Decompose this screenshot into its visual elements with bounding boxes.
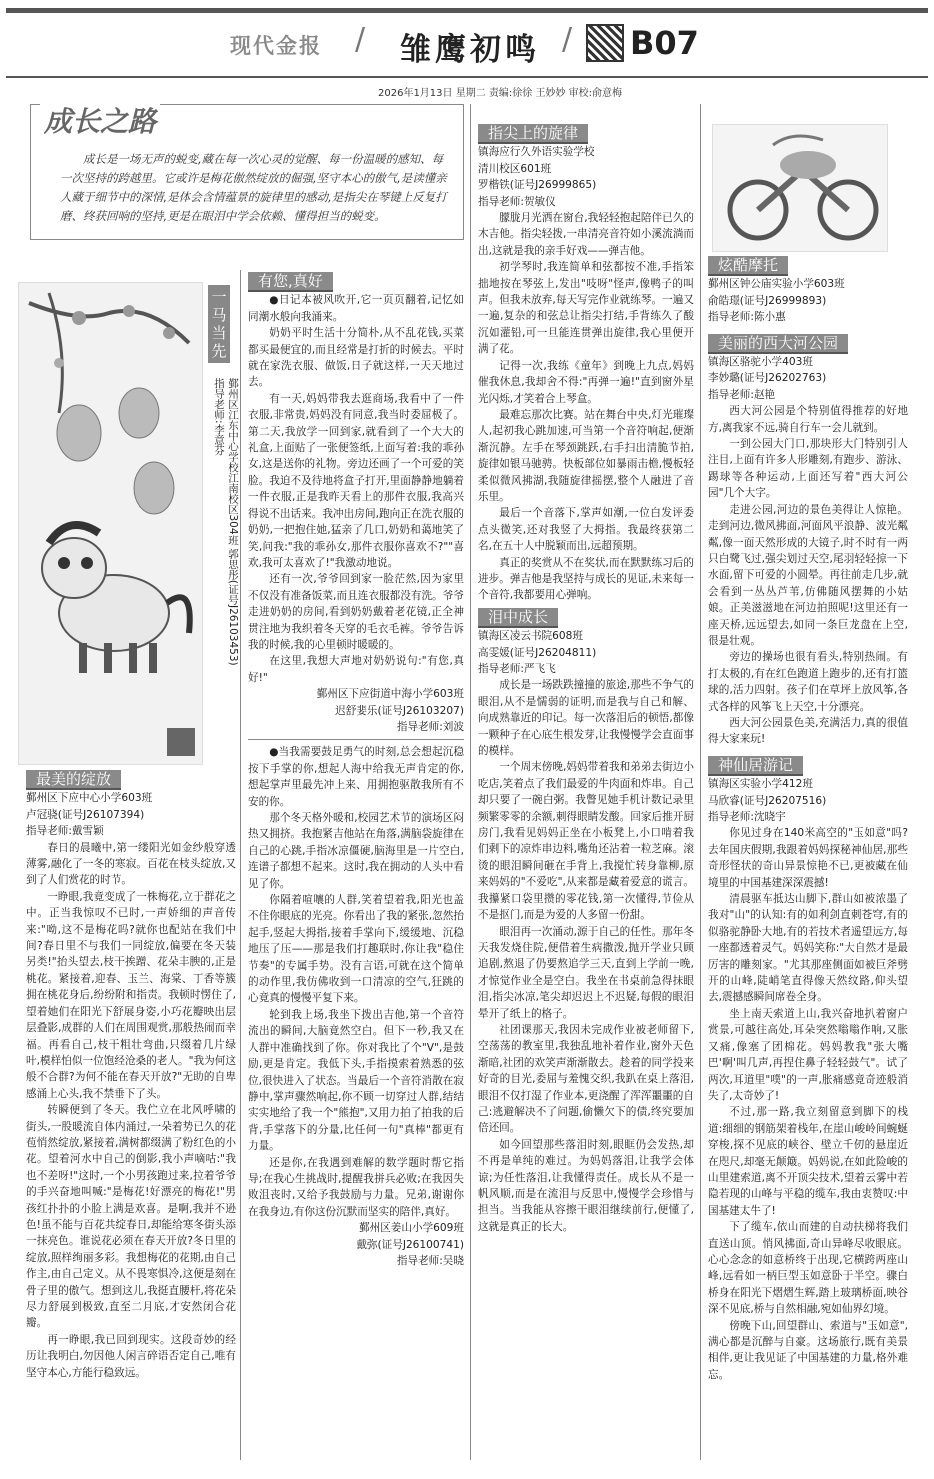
article-title: 指尖上的旋律 bbox=[478, 124, 588, 144]
article-paragraph: ●当我需要鼓足勇气的时刻,总会想起沉稳按下手掌的你,想起人海中给我无声肯定的你,想起掌声里最先冲上来、用拥抱驱散我所有不安的你。 bbox=[248, 746, 464, 808]
article-paragraph: 不过,那一路,我立刻留意到脚下的栈道:细细的钢筋架着栈年,在崖山峻岭间蜿蜒穿梭,探不见底的峡谷、壁立千仞的悬崖近在咫尺,却毫无颠簸。妈妈说,在如此险峻的山里建索道,离不开顶尖技术,望着云雾中若隐若现的山峰与平稳的缆车,我由衷赞叹:中国基建太牛了! bbox=[708, 1106, 908, 1217]
painting-title: 一马当先 bbox=[208, 285, 230, 363]
article-paragraph: 一睁眼,我竟变成了一株梅花,立于群花之中。正当我惊叹不已时,一声娇细的声音传来:"呦,这不是梅花吗?就你也配站在我们中间?春日里不与我们一同绽放,偏要在冬天装另类!"抬头望去,枝干挨蹭、花朵丰腴的,正是桃花。紧接着,迎春、玉兰、海棠、丁香等簇拥在桃花身后,纷纷附和指责。我顿时愣住了,望着她们在阳光下舒展身姿,小巧花瓣映出层层叠影,成群的人们在周围观赏,那般热闹而幸福。再看自己,枝干粗壮弯曲,只缀着几片绿叶,模样怕似一位饱经沧桑的老人。"我为何这般不合群?为何不能在春天开放?"无助的自卑感涌上心头,我不禁垂下了头。 bbox=[26, 890, 236, 1100]
article-school: 镇海区骆驼小学403班 bbox=[708, 356, 813, 369]
column-rule bbox=[470, 104, 471, 1460]
article-paragraph: 坐上南天索道上山,我兴奋地扒着窗户赏景,可越往高处,耳朵突然嗡嗡作响,又胀又痛,像塞了团棉花。妈妈教我"张大嘴巴'啊'叫几声,再捏住鼻子轻轻鼓气"。试了两次,耳道里"噗"的一声,胀痛感竟奇迹般消失了,太奇妙了! bbox=[708, 1007, 908, 1102]
painting-byline: 鄞州区江东中心学校江南校区304班 郭思彤(证号J26103453) 指导老师:李意芬 bbox=[213, 378, 239, 666]
article-paragraph: 还有一次,爷爷回到家一脸茫然,因为家里不仅没有准备饭菜,而且连衣服都没有洗。爷爷走进奶奶的房间,看到奶奶戴着老花镜,正全神贯注地为我织着冬天穿的毛衣毛裤。爷爷告诉我的时候,我的心里顿时暖暖的。 bbox=[248, 573, 464, 651]
article-paragraph: 一到公园大门口,那块形大门特别引人注目,上面有许多人形雕刻,有跑步、游泳、踢球等各种运动,上面还写着"西大河公园"几个大字。 bbox=[708, 438, 908, 500]
painting-horse bbox=[18, 282, 203, 765]
article-paragraph: 社团课那天,我因未完成作业被老师留下,空荡荡的教室里,我独乱地补着作业,窗外天色渐暗,社团的欢笑声渐渐散去。趁着的同学投来好奇的目光,委屈与羞愧交织,我趴在桌上落泪,眼泪不仅打湿了作业本,更浇醒了浑浑噩噩的自己:逃避解决不了问题,偷懒欠下的债,终究要加倍还回。 bbox=[478, 1023, 694, 1135]
article-author: 高雯媛(证号J26204811) bbox=[478, 646, 597, 659]
column-rule bbox=[240, 270, 241, 1460]
article-finger-melody bbox=[478, 124, 694, 1235]
article-teacher: 指导老师:沈晓宇 bbox=[708, 811, 786, 823]
article-paragraph: 真正的奖赏从不在奖状,而在默默练习后的进步。弹吉他是我坚持与成长的见证,未来每一个音符,我都要用心弹响。 bbox=[478, 556, 694, 602]
qr-code-icon[interactable] bbox=[586, 24, 624, 62]
article-author: 迟舒婓乐(证号J26103207) bbox=[335, 704, 464, 717]
article-school: 镇海应行久外语实验学校 bbox=[478, 146, 595, 159]
article-paragraph: ●日记本被风吹开,它一页页翻着,记忆如同潮水般向我涌来。 bbox=[248, 294, 464, 323]
article-author: 罗楷铁(证号J26999865) bbox=[478, 179, 597, 192]
article-cool-motorcycle bbox=[708, 256, 908, 1383]
article-divider bbox=[248, 739, 464, 740]
article-author: 卢冠骁(证号J26107394) bbox=[26, 808, 145, 821]
article-paragraph: 清晨驱车抵达山脚下,群山如被浓墨了我对"山"的认知:有的如利剑直刺苍穹,有的似骆驼静卧大地,有的若技术者遥望远方,每一座都透着灵气。妈妈笑称:"大自然才是最厉害的雕刻家。"尤其那座侧面如被巨斧劈开的山峰,陡峭笔直得像天然纹路,仰头望去,震撼感瞬间席卷全身。 bbox=[708, 893, 908, 1004]
article-teacher: 指导老师:贺敏仪 bbox=[478, 195, 556, 208]
article-paragraph: 记得一次,我练《童年》到晚上九点,妈妈催我休息,我却舍不得:"再弹一遍!"直到窗外星光闪烁,才笑着合上琴盒。 bbox=[478, 359, 694, 405]
article-paragraph: 还是你,在我遇到难解的数学题时帮它指导;在我心生挑战时,提醒我拼兵必败;在我因失败沮丧时,又给予我鼓励与力量。兄弟,谢谢你在我身边,有你这份沉默而坚实的陪伴,真好。 bbox=[248, 1156, 464, 1218]
article-paragraph: 西大河公园是个特别值得推荐的好地方,离我家不远,骑自行车一会儿就到。 bbox=[708, 405, 908, 434]
article-paragraph: 你隔着喧嚷的人群,笑着望着我,阳光也盖不住你眼底的光亮。你看出了我的紧张,忽然抬起手,竖起大拇指,接着手掌向下,缓缓地、沉稳地压了压——那是我们打趣联时,你让我"稳住节奏"的专属手势。没有言语,可就在这个简单的动作里,我仿佛收到一口清凉的空气,狂跳的心竟真的慢慢平复下来。 bbox=[248, 894, 464, 1005]
article-school-campus: 清川校区601班 bbox=[478, 162, 552, 175]
masthead-top-rule bbox=[6, 8, 928, 13]
article-paragraph: 西大河公园景色美,充满活力,真的很值得大家来玩! bbox=[708, 716, 908, 746]
article-title: 泪中成长 bbox=[478, 608, 558, 628]
motorcycle-collage-icon bbox=[713, 125, 888, 252]
article-paragraph: 最后一个音落下,掌声如潮,一位白发评委点头微笑,还对我竖了大拇指。我最终获第二名,在五十人中脱颖而出,远超预期。 bbox=[478, 507, 694, 553]
page-number: B07 bbox=[630, 24, 699, 62]
article-paragraph: 初学琴时,我连简单和弦都按不准,手指笨拙地按在琴弦上,发出"吱呀"怪声,像鸭子的叫声。但我未放弃,每天写完作业就练琴。一遍又一遍,复杂的和弦总让指尖打结,手背练久了酸沉如灌铅,可一旦能连贯弹出旋律,我心里便开满了花。 bbox=[478, 261, 694, 356]
growth-title: 成长之路 bbox=[40, 100, 160, 140]
article-paragraph: 在这里,我想大声地对奶奶说句:"有您,真好!" bbox=[248, 655, 464, 684]
article-teacher: 指导老师:吴晓 bbox=[396, 1254, 464, 1267]
article-teacher: 指导老师:刘波 bbox=[396, 720, 464, 733]
article-teacher: 指导老师:赵艳 bbox=[708, 388, 776, 401]
article-paragraph: 一个周末傍晚,妈妈带着我和弟弟去街边小吃店,笑着点了我们最爱的牛肉面和炸串。自己却只要了一碗白粥。我瞥见她手机计数记录里频繁零零的余额,刺得眼睛发酸。回家后推开厨房门,我看见妈妈正坐在小板凳上,小口啃着我们剩下的凉炸串边料,嘴角还沾着一粒芝麻。滚烫的眼泪瞬间砸在手背上,我搅忙转身靠柳,原来妈妈的"不爱吃",从来都是藏着爱意的谎言。我攥紧口袋里攒的零花钱,第一次懂得,节俭从不是抠门,而是为爱的人多留一份甜。 bbox=[478, 761, 694, 922]
horse-painting-icon bbox=[19, 283, 203, 765]
article-paragraph: 春日的晨曦中,第一缕阳光如金纱般穿透薄雾,融化了一冬的寒寂。百花在枝头绽放,又到了人们赏花的时节。 bbox=[26, 841, 236, 887]
article-author: 俞皓璟(证号J26999893) bbox=[708, 294, 827, 307]
article-school: 镇海区实验小学412班 bbox=[708, 778, 813, 791]
article-paragraph: 旁边的操场也很有看头,特别热闹。有打太极的,有在红色跑道上跑步的,还有打篮球的,活力四射。孩子们在草坪上放风筝,各式各样的风筝飞上天空,十分漂亮。 bbox=[708, 651, 908, 713]
article-paragraph: 轮到我上场,我坐下拨出吉他,第一个音符流出的瞬间,大脑竟然空白。但下一秒,我又在人群中准确找到了你。你对我比了个"V",是鼓励,更是肯定。我低下头,手指摸索着熟悉的弦位,很快进入了状态。当最后一个音符消散在寂静中,掌声骤然响起,你不顾一切穿过人群,结结实实地给了我一个"熊抱",又用力拍了拍我的后背,手掌落下的分量,比任何一句"真棒"都更有力量。 bbox=[248, 1008, 464, 1153]
article-teacher: 指导老师:陈小惠 bbox=[708, 311, 786, 324]
article-having-you bbox=[248, 272, 464, 1269]
article-paragraph: 奶奶平时生活十分简朴,从不乱花钱,买菜都买最便宜的,而且经常是打折的时候去。平时就在家洗衣服、做饭,日子就这样,一天天地过去。 bbox=[248, 327, 464, 389]
article-author: 戴弥(证号J26100741) bbox=[356, 1238, 464, 1251]
article-paragraph: 转瞬便到了冬天。我伫立在北风呼啸的街头,一股暖流自体内涌过,一朵着势已久的花苞悄然绽放,紧接着,满树都缀满了粉红色的小花。望着河水中自己的倒影,我小声嘀咕:"我也不差呀!"这时,一个小男孩跑过来,拉着爷爷的手兴奋地叫喊:"是梅花!好漂亮的梅花!"男孩红扑扑的小脸上满是欢喜。是啊,我并不逊色!虽不能与百花共绽春日,却能给寒冬街头添一抹亮色。谁说花必须在春天开放?冬日里的绽放,照样绚丽多彩。我想梅花的花期,由自己作主,由自己定义。从不畏寒惧冷,这便是刻在骨子里的傲气。想到这儿,我挺直腰杆,将花朵尽力舒展到极致,直至二月底,才安然闭合花瓣。 bbox=[26, 1104, 236, 1330]
artwork-title: 炫酷摩托 bbox=[708, 256, 788, 276]
masthead-divider: / bbox=[562, 22, 573, 57]
article-paragraph: 走进公园,河边的景色美得让人惊艳。走到河边,微风拂面,河面风平浪静、波光粼粼,像一面天然形成的大镜子,时不时有一两只白鹭飞过,强尖划过天空,尾羽轻轻掠一下水面,留下可爱的小圆晕。再往前走几步,就会看到一丛丛芦苇,仿佛随风摆舞的小姑娘。正美滋滋地在河边拍照呢!这里还有一座天桥,远远望去,如同一条巨龙盘在上空,很是壮观。 bbox=[708, 503, 908, 647]
article-school: 鄞州区姜山小学609班 bbox=[359, 1222, 464, 1235]
article-paragraph: 最难忘那次比赛。站在舞台中央,灯光璀璨人,起初我心跳加速,可当第一个音符响起,便渐渐沉静。左手在琴颈跳跃,右手扫出清脆节拍,旋律如银马驰骋。快板部位如暴雨击檐,慢板轻柔似微风拂湖,我随旋律摇摆,整个人融进了音乐里。 bbox=[478, 408, 694, 503]
column-rule bbox=[700, 104, 701, 1460]
article-teacher: 指导老师:严飞飞 bbox=[478, 663, 556, 675]
article-title: 神仙居游记 bbox=[708, 756, 803, 776]
article-title: 有您,真好 bbox=[248, 272, 333, 292]
article-school: 鄞州区钟公庙实验小学603班 bbox=[708, 278, 845, 291]
article-title: 美丽的西大河公园 bbox=[708, 334, 848, 354]
article-paragraph: 那个冬天格外暖和,校园艺术节的演场区闷热又拥挤。我抱紧吉他站在角落,满脑袋旋律在自己的心跳,手指冰凉僵硬,脑海里是一片空白,连谱子都想不起来。这时,我在拥动的人头中看见了你。 bbox=[248, 812, 464, 890]
masthead-divider: / bbox=[355, 22, 366, 57]
growth-intro-text: 成长是一场无声的蜕变,藏在每一次心灵的觉醒、每一份温暖的感知、每一次坚持的跨越里。它或许是梅花傲然绽放的倔强,坚守本心的傲气,是读懂亲人藏于细节中的深情,是体会含情蕴景的旋律里的感动,是指尖在琴键上反复打磨、终获回响的坚持,更是在眼泪中学会依赖、懂得担当的蜕变。 bbox=[60, 152, 447, 223]
article-beautiful-bloom bbox=[26, 770, 236, 1381]
painting-motorcycle bbox=[712, 124, 888, 252]
article-school: 鄞州区下应街道中海小学603班 bbox=[316, 688, 464, 701]
article-paragraph: 有一天,妈妈带我去逛商场,我看中了一件衣服,非常贵,妈妈没有同意,我当时委屈极了。第二天,我放学一回到家,就看到了一个大大的礼盒,上面贴了一张便签纸,上面写着:我的乖孙女,这是送你的礼物。旁边还画了一个可爱的笑脸。我迫不及待地将盒子打开,里面静静地躺着一件衣服,正是我昨天看上的那件衣服,我高兴得说不出话来。我冲出房间,跑向正在洗衣服的奶奶,一把抱住她,猛亲了几口,奶奶和蔼地笑了笑,问我:"我的乖孙女,那件衣服你喜欢不?""喜欢,我可太喜欢了!"我激动地说。 bbox=[248, 392, 464, 569]
article-paragraph: 如今回望那些落泪时刻,眼眶仍会发热,却不再是单纯的难过。为妈妈落泪,让我学会体谅;为任性落泪,让我懂得责任。成长从不是一帆风顺,而是在流泪与反思中,慢慢学会珍惜与担当。当我能从容擦干眼泪继续前行,便懂了,这就是真正的长大。 bbox=[478, 1138, 694, 1233]
article-school: 镇海区凌云书院608班 bbox=[478, 630, 583, 643]
article-title: 最美的绽放 bbox=[26, 770, 121, 790]
article-paragraph: 成长是一场跌跌撞撞的旅途,那些不争气的眼泪,从不是懦弱的证明,而是我与自己和解、向成熟靠近的印记。每一次落泪后的顿悟,都像一颗种子在心底生根发芽,让我慢慢学会直面事的模样。 bbox=[478, 679, 694, 758]
dateline: 2026年1月13日 星期二 责编:徐徐 王妙妙 审校:俞意梅 bbox=[378, 88, 622, 99]
article-paragraph: 再一睁眼,我已回到现实。这段奇妙的经历让我明白,勿因他人闲言碎语否定自己,唯有坚守本心,方能行稳致远。 bbox=[26, 1333, 236, 1379]
article-paragraph: 你见过身在140米高空的"玉如意"吗?去年国庆假期,我跟着妈妈探秘神仙居,那些奇形怪状的奇山异景惊艳不已,更被藏在仙境里的中国基建深深震撼! bbox=[708, 827, 908, 889]
paper-name: 现代金报 bbox=[230, 34, 322, 58]
article-teacher: 指导老师:戴雪颖 bbox=[26, 825, 104, 838]
article-paragraph: 朦胧月光洒在窗台,我轻轻抱起陪伴已久的木吉他。指尖轻拨,一串清亮音符如小溪流淌而出,这就是我的亲手好戏——弹吉他。 bbox=[478, 212, 694, 257]
article-school: 鄞州区下应中心小学603班 bbox=[26, 792, 153, 805]
section-name: 雏鹰初鸣 bbox=[400, 32, 540, 68]
article-author: 马欣睿(证号J26207516) bbox=[708, 794, 827, 807]
article-paragraph: 傍晚下山,回望群山、索道与"玉如意",满心都是沉醉与自豪。这场旅行,既有美景相伴,更让我见证了中国基建的力量,格外难忘。 bbox=[708, 1319, 908, 1381]
masthead-bottom-rule bbox=[6, 76, 928, 78]
article-paragraph: 下了缆车,依山而建的自动扶梯将我们直送山顶。悄风拂面,奇山异峰尽收眼底。心心念念的如意桥终于出现,它横跨两座山峰,远看如一柄巨型玉如意卧于半空。骤白桥身在阳光下熠熠生辉,踏上玻璃桥面,映谷深不见底,桥与自然相融,宛如仙界幻境。 bbox=[708, 1221, 908, 1316]
article-author: 李妙璐(证号J26202763) bbox=[708, 372, 827, 385]
article-paragraph: 眼泪再一次涌动,源于自己的任性。那年冬天我发烧住院,便借着生病撒泼,抛开学业只顾追剧,熬退了仍要熬追学三天,直到上学前一晚,才惊觉作业全是空白。我坐在书桌前急得抹眼泪,指尖冰凉,笔尖却迟迟上不迟疑,每假的眼泪晕开了纸上的格子。 bbox=[478, 925, 694, 1020]
